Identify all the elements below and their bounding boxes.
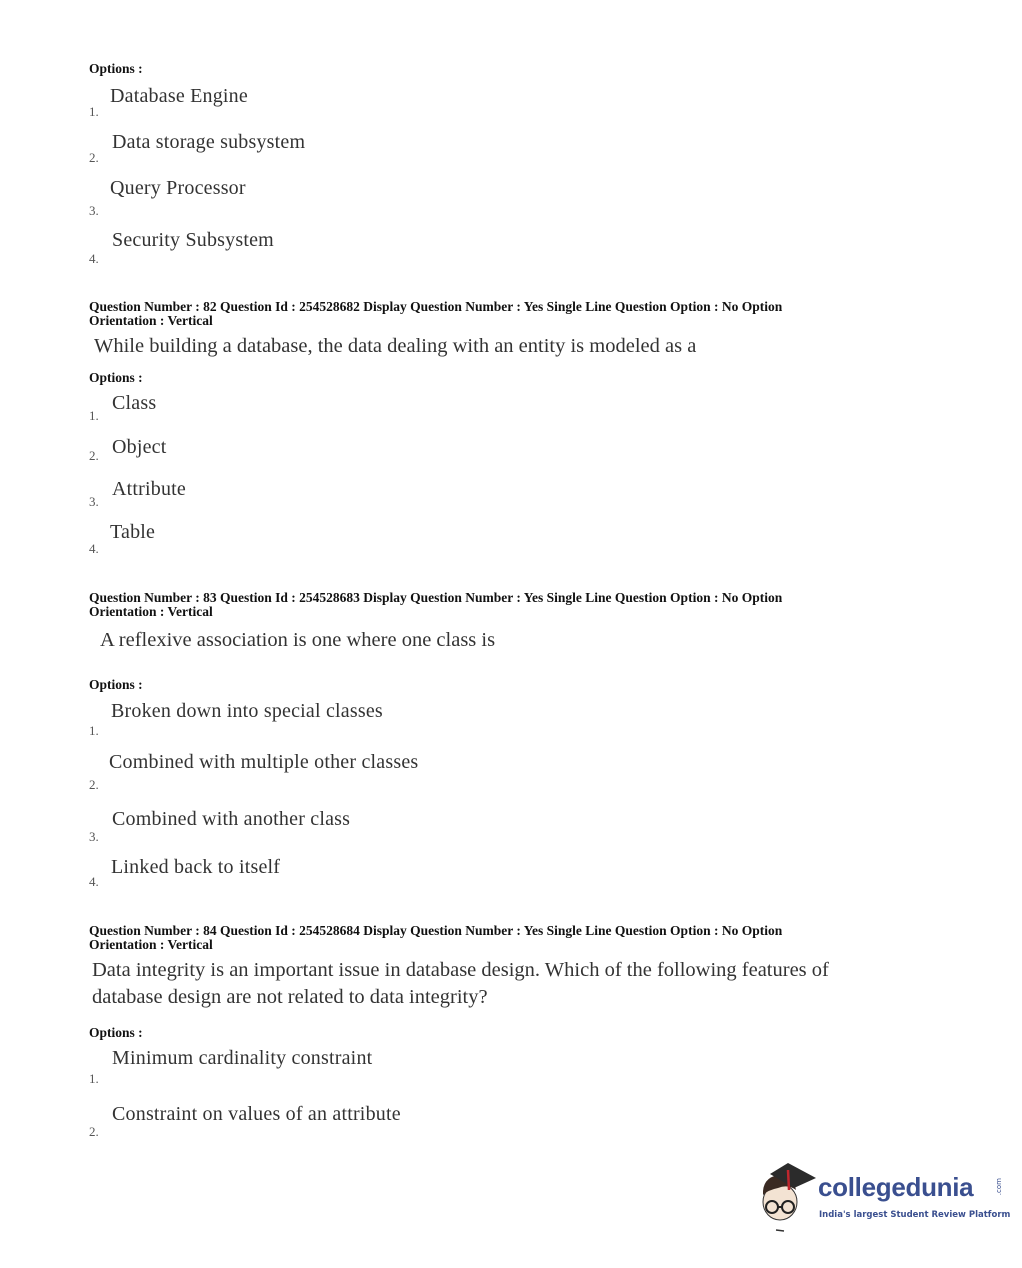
question-header: Orientation : Vertical bbox=[89, 313, 213, 328]
options-label: Options : bbox=[89, 1025, 143, 1040]
option-number: 1. bbox=[89, 104, 99, 119]
options-label: Options : bbox=[89, 61, 143, 76]
question-header: Orientation : Vertical bbox=[89, 604, 213, 619]
mascot-icon bbox=[758, 1160, 818, 1235]
option-text: Object bbox=[112, 436, 167, 458]
option-number: 4. bbox=[89, 874, 99, 889]
option-number: 3. bbox=[89, 203, 99, 218]
option-text: Security Subsystem bbox=[112, 229, 274, 251]
option-text: Combined with multiple other classes bbox=[109, 751, 419, 773]
option-text: Database Engine bbox=[110, 85, 248, 107]
option-text: Query Processor bbox=[110, 177, 246, 199]
collegedunia-logo bbox=[758, 1160, 1011, 1235]
question-text: Data integrity is an important issue in database design. Which of the following features of bbox=[92, 959, 829, 981]
question-header: Orientation : Vertical bbox=[89, 937, 213, 952]
option-number: 4. bbox=[89, 541, 99, 556]
option-text: Broken down into special classes bbox=[111, 700, 383, 722]
option-text: Table bbox=[110, 521, 156, 543]
option-number: 1. bbox=[89, 1071, 99, 1086]
logo-tagline: India's largest Student Review Platform bbox=[819, 1210, 1011, 1220]
option-text: Data storage subsystem bbox=[112, 131, 306, 153]
logo-suffix: .com bbox=[995, 1178, 1003, 1196]
option-number: 4. bbox=[89, 251, 99, 266]
option-number: 2. bbox=[89, 448, 99, 463]
option-text: Linked back to itself bbox=[111, 856, 281, 878]
logo-wordmark: collegedunia bbox=[818, 1172, 974, 1202]
option-number: 2. bbox=[89, 150, 99, 165]
option-number: 3. bbox=[89, 829, 99, 844]
question-text: A reflexive association is one where one class is bbox=[100, 629, 496, 651]
option-number: 2. bbox=[89, 777, 99, 792]
question-header: Question Number : 83 Question Id : 254528683 Display Question Number : Yes Single Line Question Option : No Option bbox=[89, 590, 783, 605]
option-number: 2. bbox=[89, 1124, 99, 1139]
question-header: Question Number : 84 Question Id : 254528684 Display Question Number : Yes Single Line Question Option : No Option bbox=[89, 923, 783, 938]
option-text: Class bbox=[112, 392, 157, 414]
options-label: Options : bbox=[89, 370, 143, 385]
option-text: Combined with another class bbox=[112, 808, 351, 830]
option-text: Minimum cardinality constraint bbox=[112, 1047, 373, 1069]
option-text: Constraint on values of an attribute bbox=[112, 1103, 401, 1125]
option-text: Attribute bbox=[112, 478, 187, 500]
question-header: Question Number : 82 Question Id : 254528682 Display Question Number : Yes Single Line Question Option : No Option bbox=[89, 299, 783, 314]
option-number: 1. bbox=[89, 723, 99, 738]
option-number: 3. bbox=[89, 494, 99, 509]
option-number: 1. bbox=[89, 408, 99, 423]
question-text: While building a database, the data dealing with an entity is modeled as a bbox=[94, 335, 697, 357]
options-label: Options : bbox=[89, 677, 143, 692]
question-text: database design are not related to data integrity? bbox=[92, 986, 488, 1008]
